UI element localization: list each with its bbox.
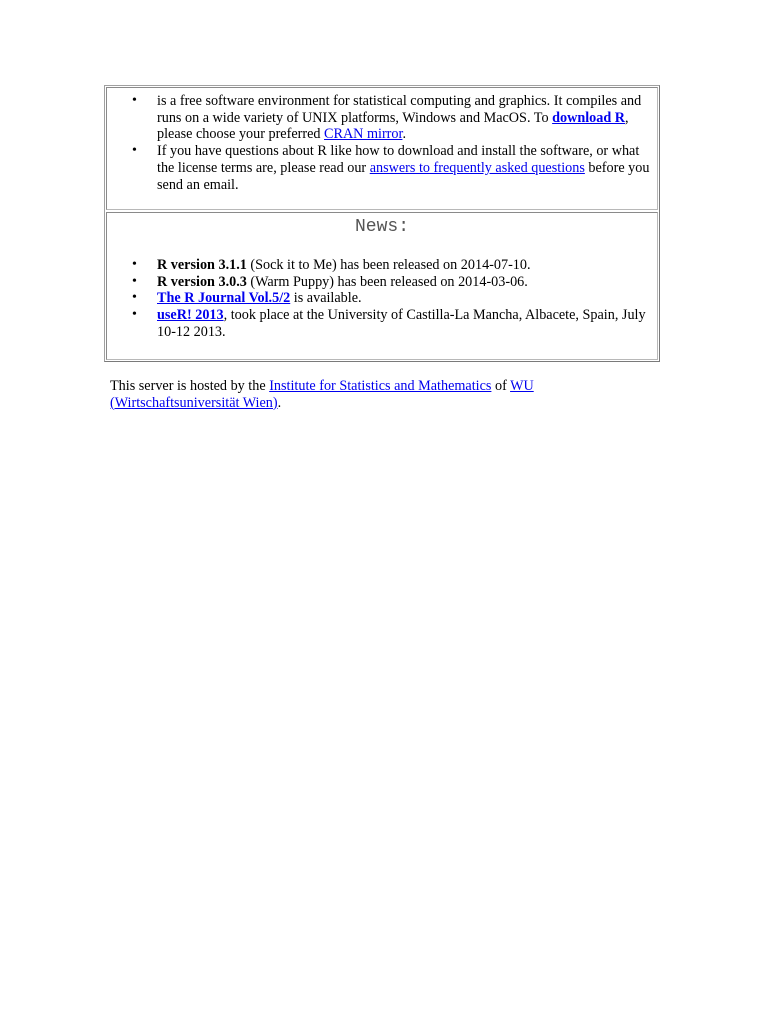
intro-text: is a free software environment for statistical computing and graphics. It compiles and runs on a wide variety of UNIX platforms, Windows and MacOS. To <box>157 93 642 126</box>
cran-mirror-link[interactable]: CRAN mirror <box>324 126 403 143</box>
footer-text: of <box>491 378 511 394</box>
download-r-link[interactable]: download R <box>552 109 626 126</box>
news-item <box>107 307 657 340</box>
news-item <box>107 274 657 291</box>
news-cell <box>106 212 658 360</box>
intro-text: , please choose your preferred <box>157 109 629 143</box>
r-journal-link[interactable]: The R Journal Vol.5/2 <box>157 290 291 307</box>
user-2013-link[interactable]: useR! 2013 <box>157 307 224 324</box>
wu-link[interactable]: WU (Wirtschaftsuniversität Wien) <box>110 378 534 411</box>
news-text: , took place at the University of Castilla-La Mancha, Albacete, Spain, July 10-12 2013. <box>157 307 646 340</box>
intro-text: If you have questions about R like how to download and install the software, or what the license terms are, please read our <box>157 143 640 176</box>
intro-cell <box>106 87 658 210</box>
footer-text: This server is hosted by the <box>110 378 270 394</box>
news-version-label: R version 3.0.3 <box>157 273 247 290</box>
list-item <box>107 93 657 143</box>
news-item <box>107 290 657 307</box>
news-item <box>107 257 657 274</box>
main-table <box>104 85 660 362</box>
news-list <box>107 257 657 341</box>
hosting-footer <box>110 378 610 411</box>
news-text: is available. <box>290 290 362 307</box>
news-heading: News: <box>354 217 409 237</box>
news-version-label: R version 3.1.1 <box>157 257 247 273</box>
intro-text: . <box>402 126 406 143</box>
list-item <box>107 143 657 193</box>
intro-text: before you send an email. <box>157 159 650 193</box>
intro-list <box>107 93 657 193</box>
news-text: (Sock it to Me) has been released on 2014-07-10. <box>246 257 531 273</box>
footer-text: . <box>277 394 282 411</box>
faq-link[interactable]: answers to frequently asked questions <box>369 159 585 176</box>
institute-link[interactable]: Institute for Statistics and Mathematics <box>269 378 492 394</box>
news-text: (Warm Puppy) has been released on 2014-03-06. <box>246 273 528 290</box>
